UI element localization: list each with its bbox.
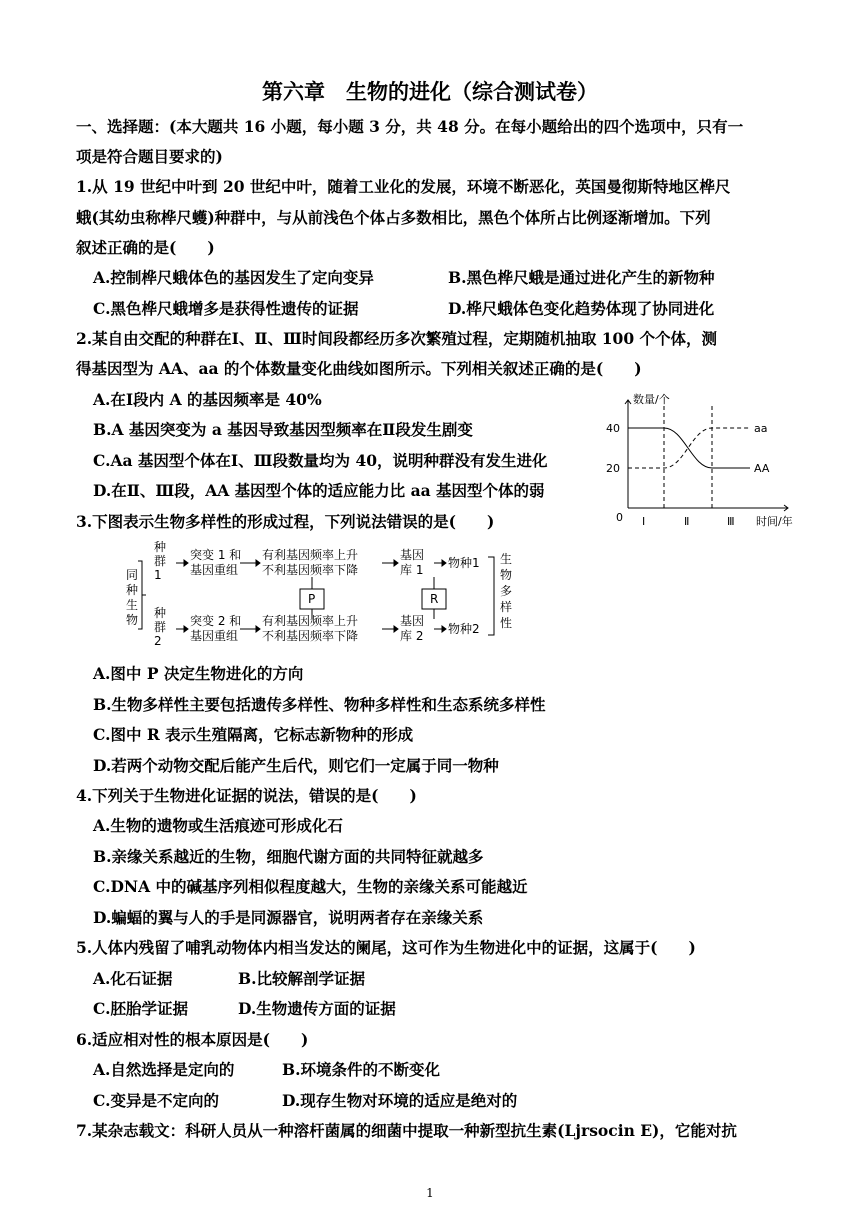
q5-option-a: A.化石证据	[93, 969, 173, 988]
q5-option-b: B.比较解剖学证据	[238, 969, 365, 988]
gene-pool-2-label: 库 2	[400, 629, 424, 643]
frequency-label: 不利基因频率下降	[262, 563, 359, 577]
species-1-label: 物种1	[448, 556, 480, 570]
segment-label: Ⅲ	[727, 515, 735, 528]
segment-label: Ⅱ	[684, 515, 690, 528]
gene-pool-1-label: 库 1	[400, 563, 424, 577]
p-label: P	[308, 592, 316, 606]
q4-option-d: D.蝙蝠的翼与人的手是同源器官，说明两者存在亲缘关系	[93, 908, 484, 927]
page-title: 第六章 生物的进化（综合测试卷）	[262, 80, 598, 104]
y-tick-label: 20	[606, 462, 620, 475]
q6-option-b: B.环境条件的不断变化	[282, 1060, 440, 1079]
q3-option-b: B.生物多样性主要包括遗传多样性、物种多样性和生态系统多样性	[93, 695, 546, 714]
series-line-aa	[628, 428, 750, 468]
series-label-AA: AA	[754, 462, 770, 475]
frequency-label: 有利基因频率上升	[262, 614, 359, 628]
q2-option-b: B.A 基因突变为 a 基因导致基因型频率在Ⅱ段发生剧变	[93, 420, 473, 439]
same-species-label: 生	[126, 598, 139, 612]
same-species-label: 同	[126, 568, 139, 582]
q4-option-b: B.亲缘关系越近的生物，细胞代谢方面的共同特征就越多	[93, 847, 484, 866]
population-2-label: 种	[154, 606, 167, 620]
q3-stem: 3.下图表示生物多样性的形成过程，下列说法错误的是( )	[76, 512, 495, 531]
segment-label: Ⅰ	[642, 515, 646, 528]
q6-option-a: A.自然选择是定向的	[93, 1060, 235, 1079]
biodiversity-formation-diagram	[124, 541, 524, 651]
q1-option-a: A.控制桦尺蛾体色的基因发生了定向变异	[93, 268, 374, 287]
q3-option-c: C.图中 R 表示生殖隔离，它标志新物种的形成	[93, 725, 414, 744]
y-tick-label: 40	[606, 422, 620, 435]
section-heading: 一、选择题：(本大题共 16 小题，每小题 3 分，共 48 分。在每小题给出的四个选项中，只有一	[76, 117, 744, 136]
frequency-label: 不利基因频率下降	[262, 629, 359, 643]
biodiversity-label: 物	[500, 568, 513, 582]
population-1-label: 群	[154, 554, 167, 568]
population-2-label: 群	[154, 620, 167, 634]
origin-label: 0	[616, 511, 623, 524]
q5-stem: 5.人体内残留了哺乳动物体内相当发达的阑尾，这可作为生物进化中的证据，这属于( )	[76, 938, 696, 957]
q6-option-c: C.变异是不定向的	[93, 1091, 219, 1110]
gene-pool-2-label: 基因	[400, 614, 425, 628]
population-line-chart	[600, 388, 812, 532]
q7-stem: 7.某杂志载文：科研人员从一种溶杆菌属的细菌中提取一种新型抗生素(Ljrsocin E)，它能对抗	[76, 1121, 737, 1140]
q1-stem: 蛾(其幼虫称桦尺蠖)种群中，与从前浅色个体占多数相比，黑色个体所占比例逐渐增加。下列	[76, 208, 711, 227]
q3-option-a: A.图中 P 决定生物进化的方向	[93, 664, 304, 683]
mutation-2-label: 基因重组	[190, 629, 239, 643]
q5-option-c: C.胚胎学证据	[93, 999, 188, 1018]
left-brace	[138, 561, 142, 629]
q1-option-c: C.黑色桦尺蛾增多是获得性遗传的证据	[93, 299, 359, 318]
section-heading-cont: 项是符合题目要求的)	[76, 147, 223, 166]
q5-option-d: D.生物遗传方面的证据	[238, 999, 396, 1018]
mutation-1-label: 基因重组	[190, 563, 239, 577]
population-1-label: 种	[154, 541, 167, 554]
biodiversity-label: 多	[500, 584, 513, 598]
species-2-label: 物种2	[448, 622, 480, 636]
q3-option-d: D.若两个动物交配后能产生后代，则它们一定属于同一物种	[93, 756, 499, 775]
q6-option-d: D.现存生物对环境的适应是绝对的	[282, 1091, 518, 1110]
q2-option-d: D.在Ⅱ、Ⅲ段，AA 基因型个体的适应能力比 aa 基因型个体的弱	[93, 481, 545, 500]
page-number: 1	[426, 1186, 434, 1200]
q6-stem: 6.适应相对性的根本原因是( )	[76, 1030, 309, 1049]
gene-pool-1-label: 基因	[400, 548, 425, 562]
population-1-label: 1	[154, 568, 162, 582]
q4-stem: 4.下列关于生物进化证据的说法，错误的是( )	[76, 786, 417, 805]
r-label: R	[430, 592, 439, 606]
mutation-1-label: 突变 1 和	[190, 548, 242, 562]
q2-stem: 2.某自由交配的种群在Ⅰ、Ⅱ、Ⅲ时间段都经历多次繁殖过程，定期随机抽取 100 个个体，测	[76, 329, 718, 348]
q1-stem: 叙述正确的是( )	[76, 238, 215, 257]
x-axis-label: 时间/年	[756, 515, 793, 528]
y-axis-label: 数量/个	[633, 393, 670, 406]
q4-option-c: C.DNA 中的碱基序列相似程度越大，生物的亲缘关系可能越近	[93, 877, 528, 896]
population-2-label: 2	[154, 634, 162, 648]
frequency-label: 有利基因频率上升	[262, 548, 359, 562]
q2-option-c: C.Aa 基因型个体在Ⅰ、Ⅲ段数量均为 40，说明种群没有发生进化	[93, 451, 548, 470]
q2-option-a: A.在Ⅰ段内 A 的基因频率是 40%	[93, 390, 322, 409]
biodiversity-label: 样	[500, 600, 513, 614]
same-species-label: 物	[126, 613, 139, 627]
q1-option-d: D.桦尺蛾体色变化趋势体现了协同进化	[448, 299, 715, 318]
same-species-label: 种	[126, 583, 139, 597]
biodiversity-label: 生	[500, 552, 513, 566]
q1-stem: 1.从 19 世纪中叶到 20 世纪中叶，随着工业化的发展，环境不断恶化，英国曼彻斯特地区桦尺	[76, 177, 731, 196]
q1-option-b: B.黑色桦尺蛾是通过进化产生的新物种	[448, 268, 715, 287]
q2-stem: 得基因型为 AA、aa 的个体数量变化曲线如图所示。下列相关叙述正确的是( )	[76, 359, 642, 378]
series-line-AA	[628, 428, 750, 468]
biodiversity-label: 性	[500, 616, 513, 630]
right-brace	[488, 557, 494, 635]
series-label-aa: aa	[754, 422, 768, 435]
q4-option-a: A.生物的遗物或生活痕迹可形成化石	[93, 816, 343, 835]
mutation-2-label: 突变 2 和	[190, 614, 242, 628]
